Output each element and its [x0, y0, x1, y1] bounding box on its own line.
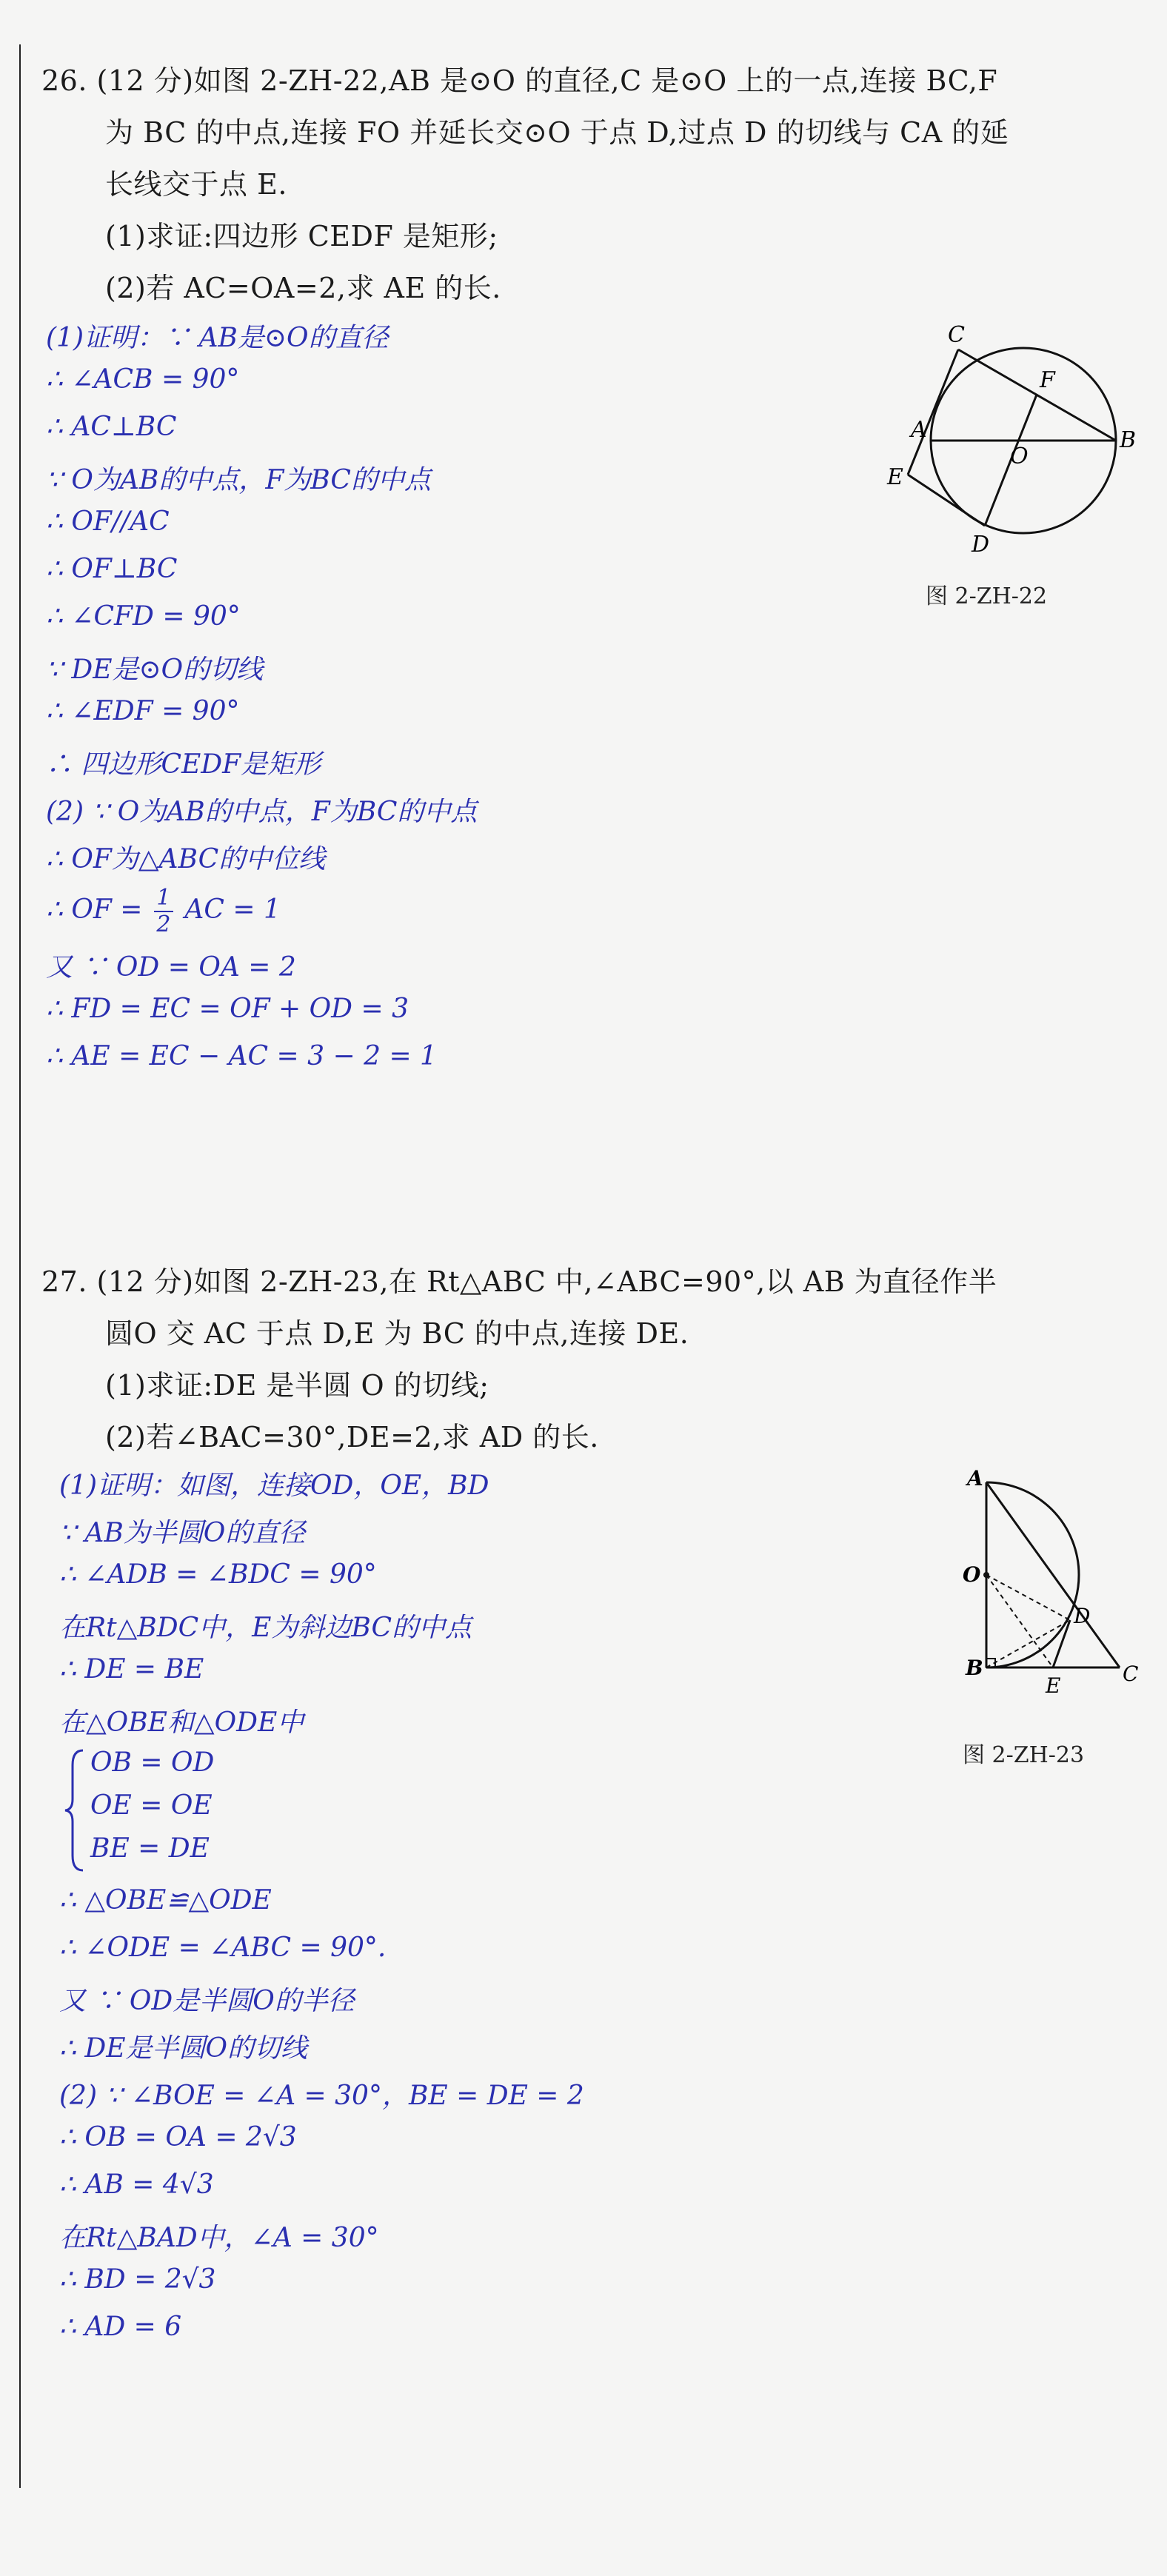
label-b: B: [1120, 427, 1137, 453]
question-line: 27. (12 分)如图 2-ZH-23,在 Rt△ABC 中,∠ABC=90°,以 AB 为直径作半: [41, 1265, 997, 1298]
label-e: E: [1046, 1673, 1061, 1698]
page-left-rule: [19, 44, 21, 2488]
answer-line: ∴ AE = EC − AC = 3 − 2 = 1: [46, 1041, 437, 1071]
line-oe: [986, 1575, 1053, 1667]
figure-caption-23: 图 2-ZH-23: [963, 1742, 1085, 1768]
answer-line: (2) ∵ O为AB的中点，F为BC的中点: [46, 797, 478, 827]
answer-line: ∴ AB = 4√3: [59, 2169, 214, 2200]
answer-line: (1)证明：∵ AB是⊙O的直径: [46, 323, 389, 353]
question-line: (2)若∠BAC=30°,DE=2,求 AD 的长.: [105, 1421, 599, 1453]
label-e: E: [887, 464, 903, 490]
label-f: F: [1040, 367, 1055, 393]
label-a: A: [911, 417, 927, 443]
fraction-numerator: 1: [156, 885, 171, 911]
of-prefix: ∴ OF =: [46, 894, 143, 925]
answer-line: ∵ DE是⊙O的切线: [46, 655, 264, 685]
label-o: O: [1010, 444, 1029, 469]
answer-line: ∴ BD = 2√3: [59, 2264, 216, 2295]
line-ed: [908, 475, 985, 526]
answer-line: ∴ FD = EC = OF + OD = 3: [46, 994, 409, 1024]
answer-line: ∴ ∠EDF = 90°: [46, 696, 240, 726]
brace-line: BE = DE: [90, 1833, 210, 1864]
answer-line-fraction: [46, 886, 281, 937]
label-o: O: [963, 1562, 981, 1587]
label-c: C: [1123, 1662, 1139, 1686]
answer-line: 又 ∵ OD = OA = 2: [46, 952, 296, 983]
answer-line: 在Rt△BDC中，E为斜边BC的中点: [59, 1613, 472, 1643]
question-line: 长线交于点 E.: [105, 168, 287, 201]
label-a: A: [967, 1466, 983, 1491]
semicircle-o: [986, 1482, 1079, 1667]
fraction-one-half: [154, 886, 173, 937]
figure-2-zh-23: [955, 1466, 1140, 1710]
fraction-denominator: 2: [156, 911, 171, 937]
figure-caption-22: 图 2-ZH-22: [926, 583, 1048, 609]
label-d: D: [1074, 1604, 1091, 1628]
answer-line: (1)证明：如图，连接OD，OE，BD: [59, 1471, 489, 1501]
figure-2-zh-22: [852, 311, 1137, 563]
question-line: (1)求证:四边形 CEDF 是矩形;: [105, 220, 498, 252]
question-line: (2)若 AC=OA=2,求 AE 的长.: [105, 272, 501, 304]
label-d: D: [972, 532, 990, 558]
answer-line: ∴ AD = 6: [59, 2312, 182, 2342]
answer-line: ∴ ∠ADB = ∠BDC = 90°: [59, 1559, 377, 1590]
answer-line: ∴ OF为△ABC的中位线: [46, 844, 326, 874]
brace-line: OE = OE: [90, 1790, 213, 1821]
answer-line: ∴ ∠CFD = 90°: [46, 601, 241, 632]
brace-line: OB = OD: [90, 1747, 215, 1778]
answer-line: ∴ DE = BE: [59, 1654, 204, 1685]
answer-line: ∴ OB = OA = 2√3: [59, 2122, 297, 2152]
answer-line: ∵ O为AB的中点，F为BC的中点: [46, 465, 431, 495]
point-o: [983, 1572, 989, 1578]
line-bd: [986, 1620, 1070, 1667]
question-line: (1)求证:DE 是半圆 O 的切线;: [105, 1369, 489, 1402]
label-b: B: [966, 1656, 983, 1680]
answer-line: ∴ OF//AC: [46, 506, 170, 537]
answer-line: ∴ DE是半圆O的切线: [59, 2033, 308, 2064]
answer-line: ∴ ∠ODE = ∠ABC = 90°.: [59, 1933, 387, 1963]
answer-line: ∴ ∠ACB = 90°: [46, 364, 240, 395]
question-line: 26. (12 分)如图 2-ZH-22,AB 是⊙O 的直径,C 是⊙O 上的一点,连接 BC,F: [41, 64, 998, 97]
answer-line: 又 ∵ OD是半圆O的半径: [59, 1986, 355, 2016]
label-c: C: [948, 322, 965, 348]
answer-line: 在Rt△BAD中，∠A = 30°: [59, 2223, 379, 2253]
answer-line: ∴ 四边形CEDF是矩形: [46, 749, 321, 780]
answer-line: 在△OBE和△ODE中: [59, 1707, 304, 1738]
question-line: 圆O 交 AC 于点 D,E 为 BC 的中点,连接 DE.: [105, 1317, 689, 1350]
answer-line: ∴ OF⊥BC: [46, 554, 178, 584]
answer-line: ∵ AB为半圆O的直径: [59, 1518, 306, 1548]
answer-line: (2) ∵ ∠BOE = ∠A = 30°，BE = DE = 2: [59, 2081, 584, 2111]
left-brace: [64, 1747, 86, 1873]
answer-line: ∴ AC⊥BC: [46, 412, 177, 442]
of-suffix: AC = 1: [184, 894, 281, 925]
answer-line: ∴ △OBE≌△ODE: [59, 1885, 272, 1916]
question-line: 为 BC 的中点,连接 FO 并延长交⊙O 于点 D,过点 D 的切线与 CA 的延: [105, 116, 1009, 149]
